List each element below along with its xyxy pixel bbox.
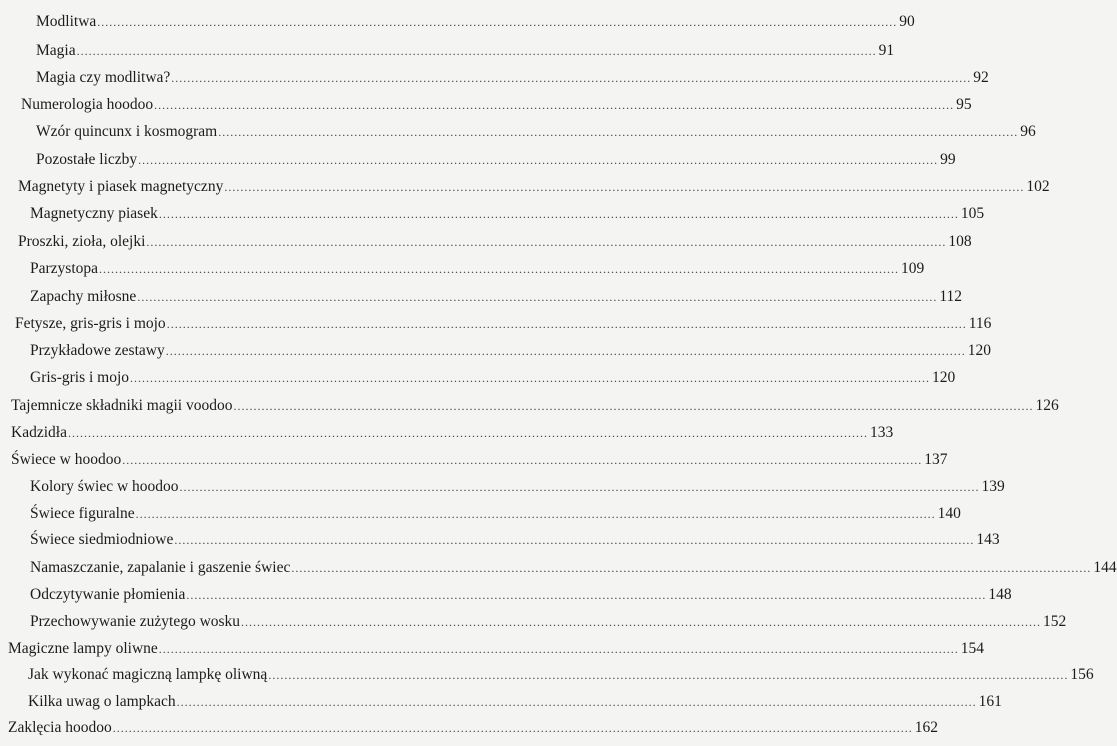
dot-leader bbox=[68, 423, 868, 443]
toc-entry-title: Namaszczanie, zapalanie i gaszenie świec bbox=[30, 559, 291, 576]
toc-entry-title: Tajemnicze składniki magii voodoo bbox=[11, 397, 233, 414]
toc-entry bbox=[28, 665, 1094, 685]
toc-entry-page: 108 bbox=[948, 233, 972, 250]
toc-entry-title: Świece figuralne bbox=[30, 505, 135, 522]
toc-entry bbox=[30, 558, 1117, 578]
dot-leader bbox=[113, 718, 913, 738]
toc-entry bbox=[30, 612, 1067, 632]
toc-entry-page: 120 bbox=[967, 342, 991, 359]
dot-leader bbox=[166, 341, 966, 361]
toc-entry-page: 161 bbox=[978, 693, 1002, 710]
toc-entry bbox=[8, 718, 938, 738]
toc-entry bbox=[30, 368, 956, 388]
dot-leader bbox=[122, 450, 922, 470]
toc-entry-title: Kolory świec w hoodoo bbox=[30, 478, 179, 495]
toc-entry-page: 109 bbox=[901, 260, 925, 277]
toc-entry-title: Magnetyczny piasek bbox=[30, 205, 158, 222]
toc-entry bbox=[30, 341, 991, 361]
toc-entry bbox=[36, 41, 895, 61]
dot-leader bbox=[224, 177, 1024, 197]
dot-leader bbox=[177, 692, 977, 712]
toc-entry-title: Odczytywanie płomienia bbox=[30, 586, 186, 603]
dot-leader bbox=[241, 612, 1041, 632]
toc-entry-title: Magia bbox=[36, 42, 76, 59]
dot-leader bbox=[146, 232, 946, 252]
toc-entry bbox=[36, 150, 956, 170]
toc-entry bbox=[30, 504, 961, 524]
toc-entry bbox=[21, 95, 972, 115]
toc-entry bbox=[30, 477, 1005, 497]
toc-entry-page: 152 bbox=[1043, 613, 1067, 630]
toc-entry-title: Modlitwa bbox=[36, 13, 97, 30]
toc-entry-page: 95 bbox=[956, 96, 972, 113]
toc-entry bbox=[18, 232, 972, 252]
dot-leader bbox=[233, 396, 1033, 416]
toc-entry bbox=[30, 259, 925, 279]
toc-entry bbox=[28, 692, 1002, 712]
toc-entry-title: Świece siedmiodniowe bbox=[30, 531, 174, 548]
toc-entry-page: 102 bbox=[1026, 178, 1050, 195]
dot-leader bbox=[159, 639, 959, 659]
toc-entry-page: 116 bbox=[968, 315, 992, 332]
toc-entry-page: 140 bbox=[937, 505, 961, 522]
toc-entry-page: 105 bbox=[960, 205, 985, 222]
toc-entry-title: Magnetyty i piasek magnetyczny bbox=[18, 178, 224, 195]
toc-entry-page: 126 bbox=[1035, 397, 1059, 414]
toc-entry-page: 156 bbox=[1070, 666, 1094, 683]
toc-entry bbox=[30, 204, 985, 224]
toc-entry bbox=[15, 314, 992, 334]
dot-leader bbox=[167, 314, 967, 334]
dot-leader bbox=[159, 204, 959, 224]
toc-entry-title: Gris-gris i mojo bbox=[30, 369, 130, 386]
toc-entry-page: 91 bbox=[878, 42, 895, 59]
dot-leader bbox=[99, 259, 899, 279]
toc-entry-title: Proszki, zioła, olejki bbox=[18, 233, 146, 250]
dot-leader bbox=[77, 41, 877, 61]
toc-entry-page: 143 bbox=[976, 531, 1000, 548]
toc-entry-title: Numerologia hoodoo bbox=[21, 96, 154, 113]
toc-entry-title: Zapachy miłosne bbox=[30, 288, 137, 305]
toc-entry-title: Przykładowe zestawy bbox=[30, 342, 165, 359]
toc-entry-title: Magiczne lampy oliwne bbox=[8, 640, 158, 657]
toc-entry-title: Świece w hoodoo bbox=[11, 451, 122, 468]
toc-entry-page: 99 bbox=[940, 151, 956, 168]
toc-entry-title: Kilka uwag o lampkach bbox=[28, 693, 176, 710]
dot-leader bbox=[137, 287, 937, 307]
toc-entry bbox=[30, 585, 1012, 605]
toc-entry bbox=[30, 530, 1000, 550]
toc-entry-page: 92 bbox=[973, 69, 989, 86]
dot-leader bbox=[130, 368, 930, 388]
dot-leader bbox=[97, 12, 897, 32]
toc-entry-page: 148 bbox=[988, 586, 1012, 603]
toc-entry bbox=[18, 177, 1050, 197]
toc-entry-title: Kadzidła bbox=[11, 424, 67, 441]
dot-leader bbox=[138, 150, 938, 170]
dot-leader bbox=[180, 477, 980, 497]
toc-entry-title: Magia czy modlitwa? bbox=[36, 69, 171, 86]
toc-entry bbox=[11, 450, 948, 470]
toc-entry bbox=[30, 287, 963, 307]
toc-entry-page: 133 bbox=[869, 424, 894, 441]
toc-entry-title: Parzystopa bbox=[30, 260, 99, 277]
toc-entry-page: 90 bbox=[899, 13, 915, 30]
dot-leader bbox=[186, 585, 986, 605]
toc-entry-page: 137 bbox=[924, 451, 948, 468]
toc-entry-title: Fetysze, gris-gris i mojo bbox=[15, 315, 166, 332]
toc-entry-title: Zaklęcia hoodoo bbox=[8, 719, 112, 736]
dot-leader bbox=[171, 68, 971, 88]
toc-entry-title: Przechowywanie zużytego wosku bbox=[30, 613, 241, 630]
toc-entry-page: 112 bbox=[939, 288, 963, 305]
dot-leader bbox=[291, 558, 1091, 578]
toc-entry bbox=[11, 396, 1059, 416]
dot-leader bbox=[174, 530, 974, 550]
toc-entry-page: 139 bbox=[981, 478, 1005, 495]
toc-entry-title: Pozostałe liczby bbox=[36, 151, 138, 168]
toc-entry bbox=[36, 68, 989, 88]
toc-entry bbox=[11, 423, 894, 443]
toc-entry-page: 162 bbox=[914, 719, 938, 736]
dot-leader bbox=[154, 95, 954, 115]
toc-entry-title: Jak wykonać magiczną lampkę oliwną bbox=[28, 666, 268, 683]
toc-entry-page: 144 bbox=[1093, 559, 1117, 576]
dot-leader bbox=[218, 122, 1018, 142]
toc-entry bbox=[8, 639, 985, 659]
toc-entry bbox=[36, 12, 915, 32]
toc-entry bbox=[36, 122, 1036, 142]
toc-entry-page: 96 bbox=[1020, 123, 1036, 140]
dot-leader bbox=[268, 665, 1068, 685]
toc-entry-page: 120 bbox=[932, 369, 956, 386]
toc-entry-title: Wzór quincunx i kosmogram bbox=[36, 123, 218, 140]
toc-entry-page: 154 bbox=[960, 640, 985, 657]
dot-leader bbox=[136, 504, 936, 524]
